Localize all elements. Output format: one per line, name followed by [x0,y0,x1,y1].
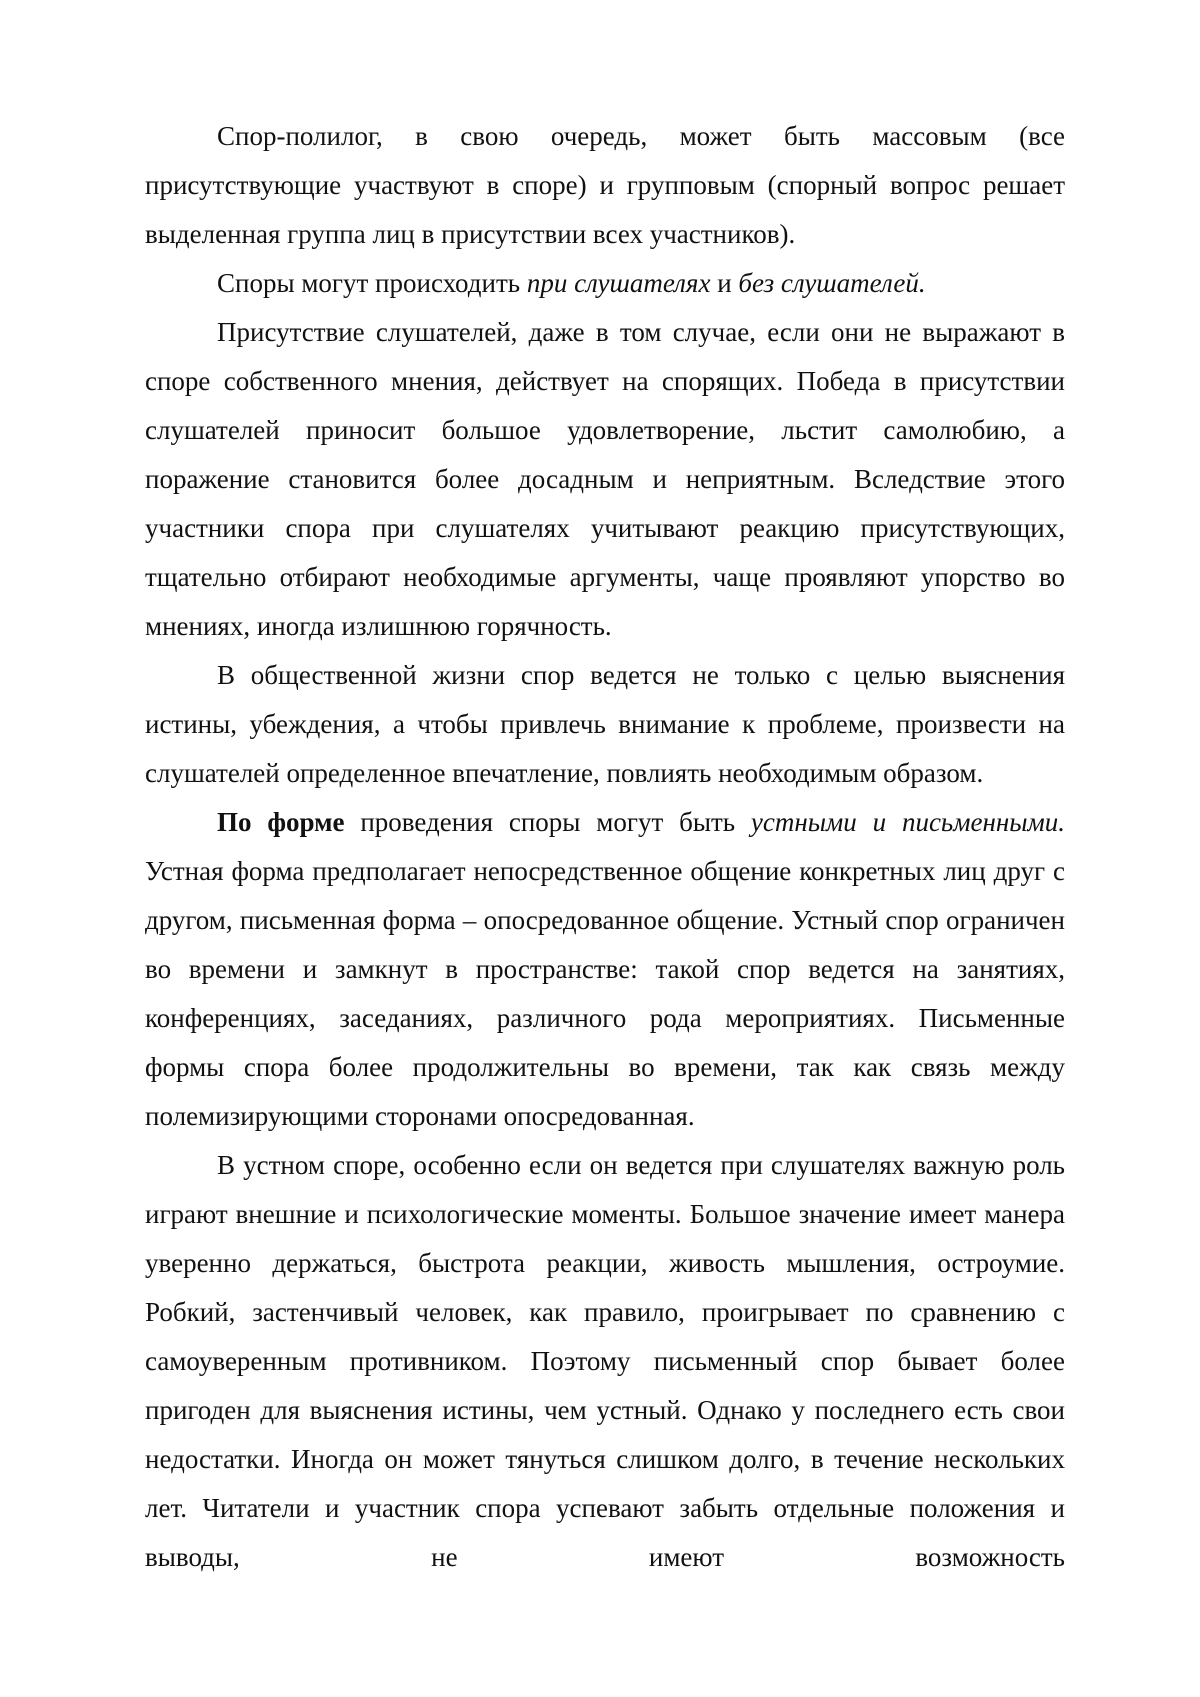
paragraph-text: Устная форма предполагает непосредственное общение конкретных лиц друг с другом, письменная форма – опосредованное общение. Устный спор ограничен во времени и замкнут в пространстве: такой спор ведется на занятиях, конференциях, заседаниях, различного рода мероприятиях. Письменные формы спора более продолжительны во времени, так как связь между полемизирующими сторонами опосредованная. [145,856,1065,1131]
document-page [145,112,1065,1582]
paragraph-public-life [145,651,1065,798]
italic-term: без слушателей. [738,268,926,298]
paragraph-oral-dispute [145,1141,1065,1582]
bold-term: По форме [217,807,345,837]
paragraph-text: Споры могут происходить [217,268,527,298]
paragraph-text: Спор-полилог, в свою очередь, может быть массовым (все присутствующие участвуют в споре) и групповым (спорный вопрос решает выделенная группа лиц в присутствии всех участников). [145,121,1065,249]
paragraph-text: Присутствие слушателей, даже в том случае, если они не выражают в споре собственного мнения, действует на спорящих. Победа в присутствии слушателей приносит большое удовлетворение, льстит самолюбию, а поражение становится более досадным и неприятным. Вследствие этого участники спора при слушателях учитывают реакцию присутствующих, тщательно отбирают необходимые аргументы, чаще проявляют упорство во мнениях, иногда излишнюю горячность. [145,317,1065,641]
paragraph-form [145,798,1065,1141]
paragraph-listeners [145,259,1065,308]
paragraph-text: проведения споры могут быть [344,807,751,837]
italic-term: при слушателях [526,268,711,298]
paragraph-text: В общественной жизни спор ведется не только с целью выяснения истины, убеждения, а чтобы привлечь внимание к проблеме, произвести на слушателей определенное впечатление, повлиять необходимым образом. [145,660,1065,788]
paragraph-text: В устном споре, особенно если он ведется при слушателях важную роль играют внешние и психологические моменты. Большое значение имеет манера уверенно держаться, быстрота реакции, живость мышления, остроумие. Робкий, застенчивый человек, как правило, проигрывает по сравнению с самоуверенным противником. Поэтому письменный спор бывает более пригоден для выяснения истины, чем устный. Однако у последнего есть свои недостатки. Иногда он может тянуться слишком долго, в течение нескольких лет. Читатели и участник спора успевают забыть отдельные положения и выводы, не имеют возможность [145,1150,1065,1572]
paragraph-polylogue [145,112,1065,259]
italic-term: устными и письменными. [750,807,1065,837]
paragraph-presence-of-listeners [145,308,1065,651]
paragraph-text: и [710,268,739,298]
